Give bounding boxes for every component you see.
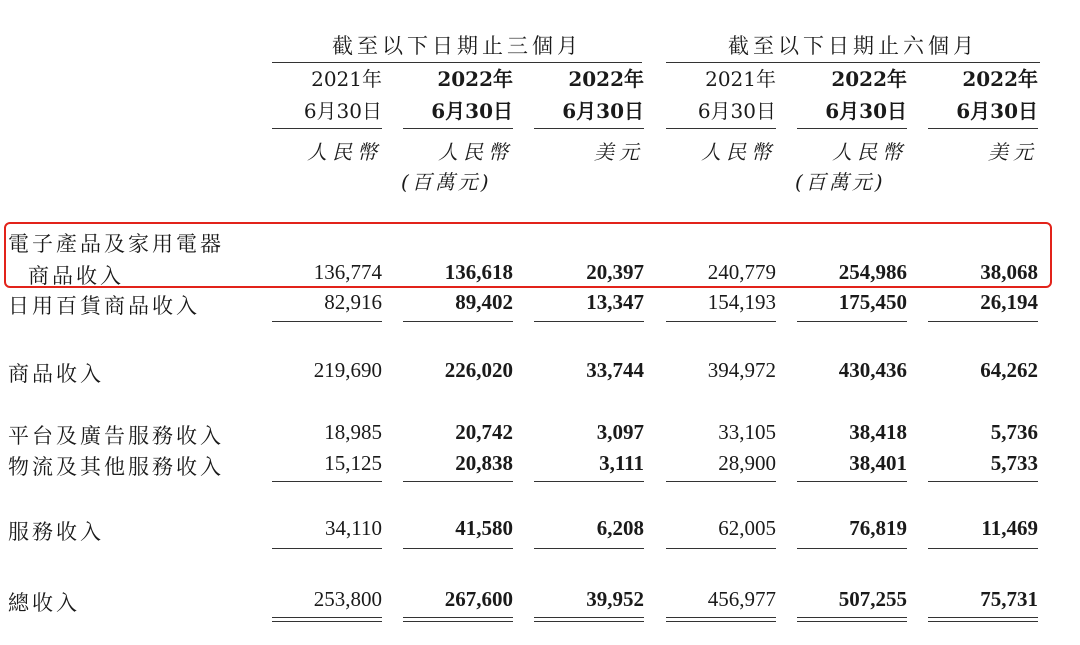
table-cell: 219,690	[313, 358, 382, 382]
row-label: 總收入	[8, 591, 80, 615]
group-header-three-months: 截至以下日期止三個月	[332, 34, 582, 58]
table-cell: 11,469	[981, 516, 1038, 540]
row-underline	[403, 548, 513, 549]
row-underline	[797, 321, 907, 322]
column-date: 6月30日	[697, 99, 776, 123]
row-label: 平台及廣告服務收入	[8, 424, 224, 448]
row-underline	[403, 481, 513, 482]
table-cell: 267,600	[444, 587, 513, 611]
column-header-underline	[534, 128, 644, 129]
row-label: 物流及其他服務收入	[8, 455, 224, 479]
table-cell: 253,800	[313, 587, 382, 611]
column-unit: (百萬元)	[795, 170, 886, 194]
column-header-underline	[928, 128, 1038, 129]
row-underline	[534, 548, 644, 549]
column-date: 6月30日	[562, 99, 644, 123]
column-date: 6月30日	[431, 99, 513, 123]
row-underline	[666, 321, 776, 322]
table-cell: 82,916	[324, 290, 382, 314]
table-cell: 89,402	[455, 290, 513, 314]
table-cell: 3,097	[596, 420, 644, 444]
column-currency: 人民幣	[307, 140, 382, 164]
row-underline	[534, 481, 644, 482]
column-header-underline	[403, 128, 513, 129]
table-cell: 39,952	[586, 587, 644, 611]
column-date: 6月30日	[825, 99, 907, 123]
row-label: 日用百貨商品收入	[8, 294, 200, 318]
table-cell: 20,838	[455, 451, 513, 475]
table-cell: 38,401	[849, 451, 907, 475]
table-cell: 64,262	[980, 358, 1038, 382]
column-year: 2021年	[705, 67, 776, 91]
column-currency: 美元	[988, 140, 1038, 164]
column-year: 2022年	[962, 67, 1038, 91]
table-cell: 20,397	[586, 260, 644, 284]
table-cell: 75,731	[980, 587, 1038, 611]
column-year: 2021年	[311, 67, 382, 91]
column-unit: (百萬元)	[401, 170, 492, 194]
table-cell: 154,193	[707, 290, 776, 314]
row-underline	[797, 481, 907, 482]
table-cell: 3,111	[599, 451, 644, 475]
table-cell: 38,418	[849, 420, 907, 444]
row-label: 服務收入	[8, 520, 104, 544]
row-underline	[797, 548, 907, 549]
group-header-underline	[666, 62, 1040, 63]
table-cell: 136,618	[444, 260, 513, 284]
table-cell: 26,194	[980, 290, 1038, 314]
table-cell: 254,986	[838, 260, 907, 284]
column-year: 2022年	[568, 67, 644, 91]
column-header-underline	[666, 128, 776, 129]
row-underline	[272, 548, 382, 549]
total-double-underline	[928, 617, 1038, 622]
total-double-underline	[797, 617, 907, 622]
row-underline	[928, 548, 1038, 549]
total-double-underline	[403, 617, 513, 622]
table-cell: 33,744	[586, 358, 644, 382]
row-underline	[534, 321, 644, 322]
group-header-underline	[272, 62, 642, 63]
row-label: 商品收入	[8, 362, 104, 386]
table-cell: 136,774	[313, 260, 382, 284]
row-underline	[272, 321, 382, 322]
table-cell: 62,005	[718, 516, 776, 540]
column-year: 2022年	[831, 67, 907, 91]
column-currency: 人民幣	[832, 140, 907, 164]
total-double-underline	[534, 617, 644, 622]
table-cell: 5,733	[990, 451, 1038, 475]
row-underline	[272, 481, 382, 482]
row-label: 商品收入	[28, 264, 124, 288]
column-currency: 人民幣	[438, 140, 513, 164]
table-cell: 226,020	[444, 358, 513, 382]
row-underline	[666, 481, 776, 482]
table-cell: 33,105	[718, 420, 776, 444]
column-currency: 人民幣	[701, 140, 776, 164]
table-cell: 15,125	[324, 451, 382, 475]
table-cell: 20,742	[455, 420, 513, 444]
column-date: 6月30日	[956, 99, 1038, 123]
table-cell: 76,819	[849, 516, 907, 540]
table-cell: 28,900	[718, 451, 776, 475]
column-currency: 美元	[594, 140, 644, 164]
table-cell: 34,110	[325, 516, 382, 540]
table-cell: 41,580	[455, 516, 513, 540]
table-cell: 175,450	[838, 290, 907, 314]
table-cell: 456,977	[707, 587, 776, 611]
table-cell: 394,972	[707, 358, 776, 382]
column-year: 2022年	[437, 67, 513, 91]
group-header-six-months: 截至以下日期止六個月	[728, 34, 978, 58]
table-cell: 507,255	[838, 587, 907, 611]
table-cell: 5,736	[990, 420, 1038, 444]
total-double-underline	[666, 617, 776, 622]
table-cell: 38,068	[980, 260, 1038, 284]
row-underline	[928, 321, 1038, 322]
column-date: 6月30日	[303, 99, 382, 123]
row-underline	[928, 481, 1038, 482]
row-label: 電子產品及家用電器	[8, 232, 224, 256]
column-header-underline	[797, 128, 907, 129]
table-cell: 6,208	[596, 516, 644, 540]
table-cell: 240,779	[707, 260, 776, 284]
total-double-underline	[272, 617, 382, 622]
row-underline	[403, 321, 513, 322]
row-underline	[666, 548, 776, 549]
table-cell: 13,347	[586, 290, 644, 314]
table-cell: 18,985	[324, 420, 382, 444]
table-cell: 430,436	[838, 358, 907, 382]
column-header-underline	[272, 128, 382, 129]
